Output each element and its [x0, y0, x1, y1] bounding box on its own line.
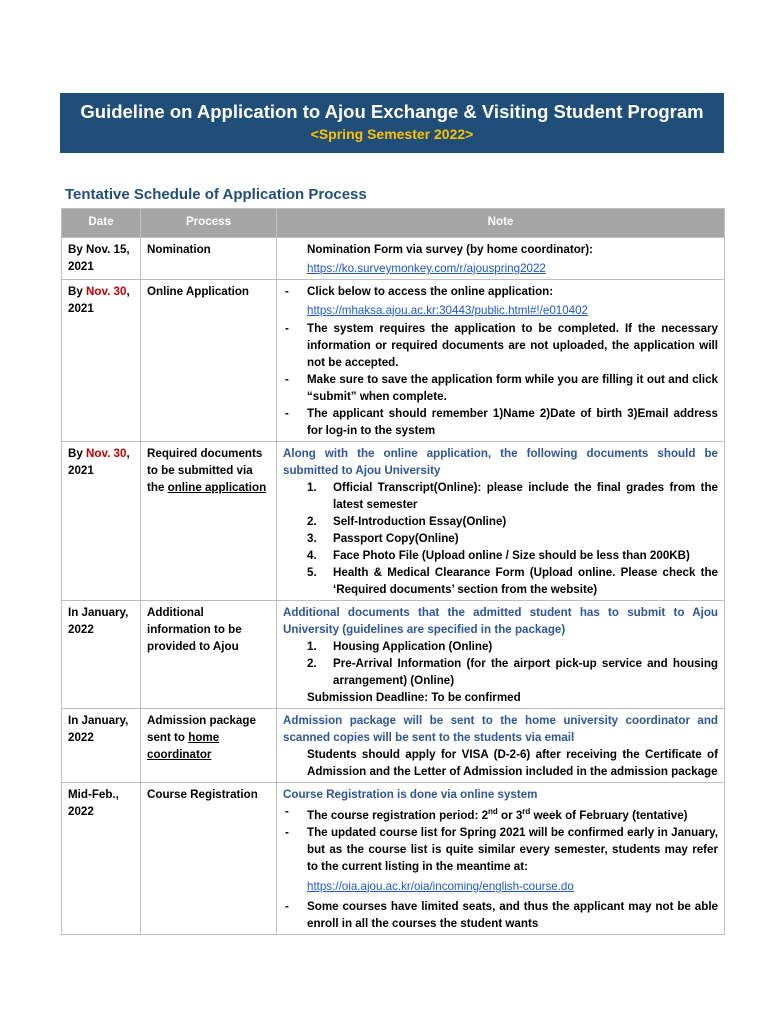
- list-item: - Make sure to save the application form while you are filling it out and click “submit” when complete.: [283, 371, 718, 405]
- list-item: - The system requires the application to be completed. If the necessary information or required documents are not uploaded, the application will not be accepted.: [283, 320, 718, 371]
- note-lead: Along with the online application, the following documents should be submitted to Ajou University: [283, 447, 718, 477]
- row-note: [277, 280, 725, 442]
- table-row: [62, 442, 725, 601]
- table-row: [62, 280, 725, 442]
- list-item: 1. Official Transcript(Online): please include the final grades from the latest semester: [307, 481, 718, 511]
- row-date: By Nov. 30, 2021: [62, 280, 141, 442]
- note-lead: Admission package will be sent to the home university coordinator and scanned copies will be sent to the students via email: [283, 714, 718, 744]
- table-header-row: [62, 209, 725, 238]
- table-row: [62, 601, 725, 709]
- list-item: - The applicant should remember 1)Name 2)Date of birth 3)Email address for log-in to the system: [283, 405, 718, 439]
- note-lead: Course Registration is done via online system: [283, 788, 538, 801]
- row-process: Nomination: [141, 238, 277, 280]
- list-item: - Click below to access the online application:: [283, 283, 718, 300]
- application-link[interactable]: https://mhaksa.ajou.ac.kr:30443/public.html#!/e010402: [307, 304, 589, 317]
- note-text: Students should apply for VISA (D-2-6) after receiving the Certificate of Admission and the Letter of Admission included in the admission package: [307, 748, 718, 778]
- row-date: In January, 2022: [62, 709, 141, 783]
- note-text: Nomination Form via survey (by home coordinator):: [307, 243, 594, 256]
- row-process: Required documents to be submitted via the online application: [141, 442, 277, 601]
- table-row: [62, 709, 725, 783]
- list-item: 2. Pre-Arrival Information (for the airport pick-up service and housing arrangement) (Online): [307, 657, 718, 687]
- list-item: 3. Passport Copy(Online): [307, 532, 459, 545]
- survey-link[interactable]: https://ko.surveymonkey.com/r/ajouspring2022: [307, 262, 546, 275]
- header-note: Note: [277, 209, 725, 238]
- row-note: [277, 238, 725, 280]
- header-process: Process: [141, 209, 277, 238]
- row-process: Online Application: [141, 280, 277, 442]
- row-date: In January, 2022: [62, 601, 141, 709]
- row-process: Admission package sent to home coordinator: [141, 709, 277, 783]
- list-item: 2. Self-Introduction Essay(Online): [307, 515, 507, 528]
- row-note: [277, 442, 725, 601]
- course-list-link[interactable]: https://oia.ajou.ac.kr/oia/incoming/english-course.do: [307, 879, 574, 893]
- row-note: [277, 709, 725, 783]
- header-date: Date: [62, 209, 141, 238]
- document-subtitle: <Spring Semester 2022>: [310, 126, 474, 142]
- section-title: Tentative Schedule of Application Process: [65, 186, 367, 203]
- row-date: By Nov. 30, 2021: [62, 442, 141, 601]
- row-process: Additional information to be provided to Ajou: [141, 601, 277, 709]
- submission-deadline: Submission Deadline: To be confirmed: [307, 691, 521, 704]
- schedule-table: [61, 208, 725, 935]
- note-lead: Additional documents that the admitted student has to submit to Ajou University (guidelines are specified in the package): [283, 606, 718, 636]
- list-item: 1. Housing Application (Online): [307, 640, 493, 653]
- row-note: [277, 783, 725, 935]
- title-banner: [60, 93, 724, 153]
- document-title: Guideline on Application to Ajou Exchange & Visiting Student Program: [80, 101, 704, 122]
- list-item: 5. Health & Medical Clearance Form (Upload online. Please check the ‘Required documents’ section from the website): [307, 566, 718, 596]
- list-item: - The updated course list for Spring 2021 will be confirmed early in January, but as the course list is quite similar every semester, students may refer to the current listing in the meantime at:: [283, 824, 718, 875]
- list-item: - The course registration period: 2nd or 3rd week of February (tentative): [283, 803, 718, 824]
- row-date: Mid-Feb., 2022: [62, 783, 141, 935]
- table-row: [62, 783, 725, 935]
- row-date: By Nov. 15, 2021: [62, 238, 141, 280]
- list-item: 4. Face Photo File (Upload online / Size should be less than 200KB): [307, 549, 690, 562]
- table-row: [62, 238, 725, 280]
- row-note: [277, 601, 725, 709]
- list-item: - Some courses have limited seats, and thus the applicant may not be able enroll in all the courses the student wants: [283, 898, 718, 932]
- row-process: Course Registration: [141, 783, 277, 935]
